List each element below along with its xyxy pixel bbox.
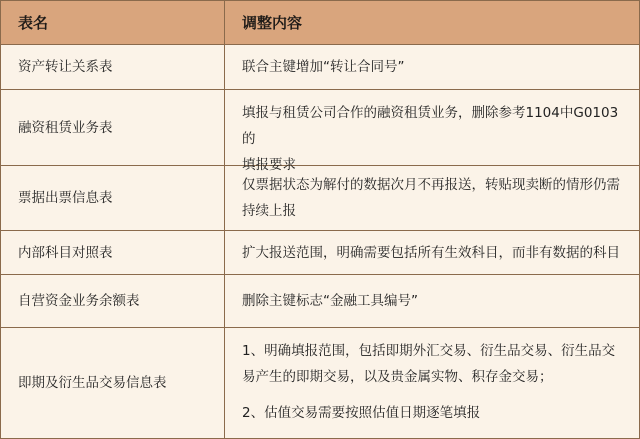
content-line: 2、估值交易需要按照估值日期逐笔填报: [242, 405, 481, 421]
row-table-name: 资产转让关系表: [1, 45, 225, 89]
table-row: [1, 45, 639, 90]
row-table-name: 即期及衍生品交易信息表: [1, 328, 225, 438]
row-table-name: 票据出票信息表: [1, 166, 225, 230]
header-table-name: 表名: [1, 1, 225, 44]
row-table-name: 内部科目对照表: [1, 231, 225, 274]
table-row: [1, 166, 639, 231]
content-line: 仅票据状态为解付的数据次月不再报送，转贴现卖断的情形仍需: [242, 177, 620, 193]
header-adjustment-content: 调整内容: [225, 1, 639, 44]
table-row: [1, 231, 639, 275]
content-paragraph: [242, 400, 627, 426]
content-line: 1、明确填报范围，包括即期外汇交易、衍生品交易、衍生品交: [242, 343, 616, 359]
table-row: [1, 275, 639, 328]
content-line: 联合主键增加“转让合同号”: [242, 59, 405, 75]
content-line: 删除主键标志“金融工具编号”: [242, 293, 418, 309]
row-table-name: 融资租赁业务表: [1, 90, 225, 165]
table-row: [1, 90, 639, 173]
content-line: 扩大报送范围，明确需要包括所有生效科目，而非有数据的科目: [242, 244, 620, 261]
row-adjustment-content: [225, 275, 639, 327]
content-line: 填报与租赁公司合作的融资租赁业务，删除参考1104中G0103的: [242, 105, 619, 147]
content-line: 填报要求: [242, 157, 296, 173]
row-adjustment-content: [225, 166, 639, 230]
row-adjustment-content: [225, 90, 639, 173]
table-row: [1, 328, 639, 438]
row-adjustment-content: [225, 328, 639, 438]
content-paragraph: [242, 338, 627, 390]
content-line: 易产生的即期交易，以及贵金属实物、积存金交易；: [242, 369, 553, 385]
table-header: [1, 1, 639, 45]
content-line: 持续上报: [242, 203, 296, 219]
row-table-name: 自营资金业务余额表: [1, 275, 225, 327]
row-adjustment-content: [225, 45, 639, 89]
row-adjustment-content: [225, 231, 639, 274]
